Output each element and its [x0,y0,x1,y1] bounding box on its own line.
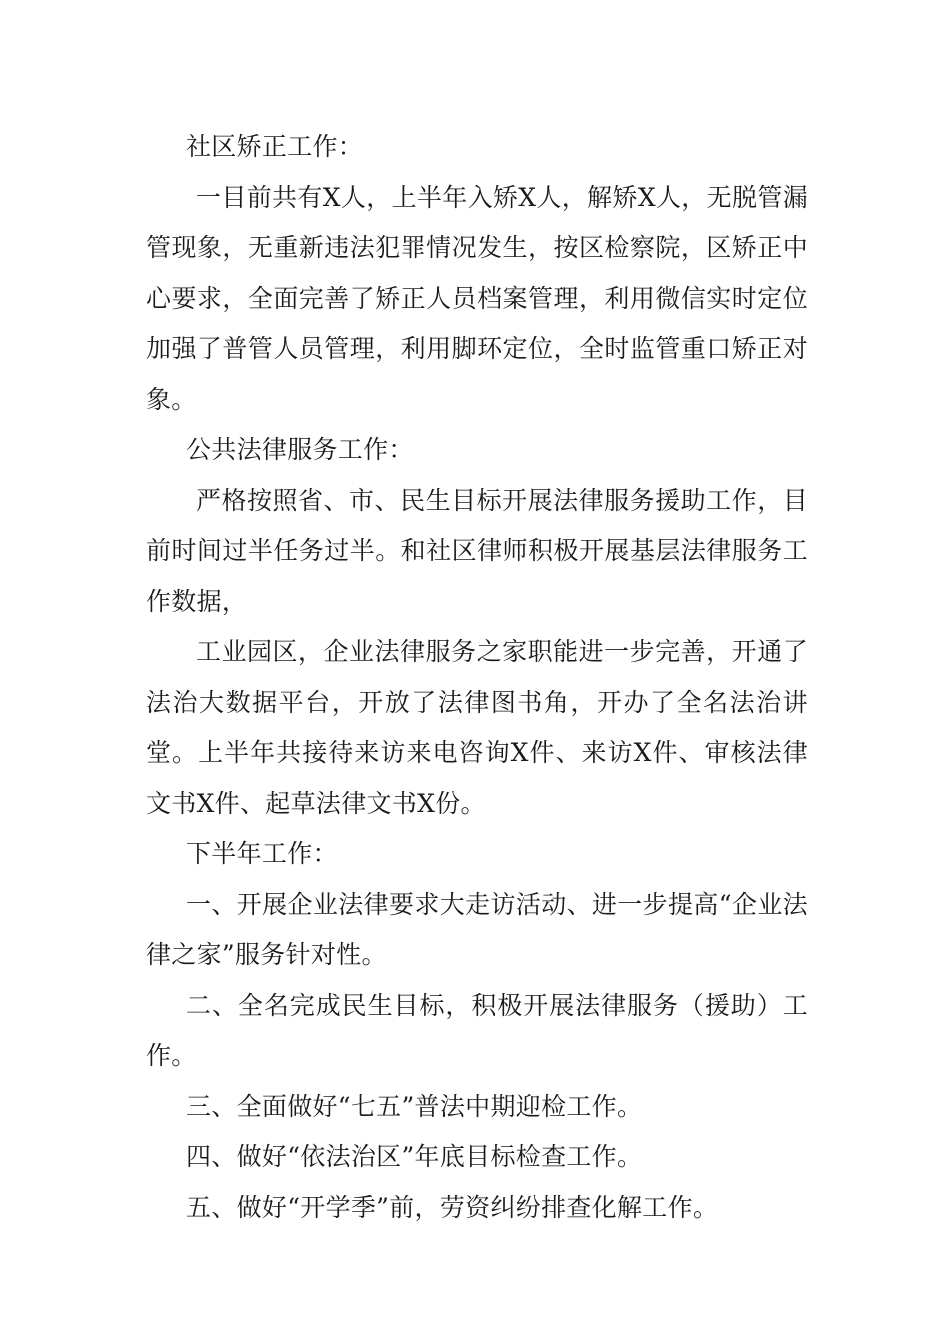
list-item-5: 五、做好“开学季”前，劳资纠纷排查化解工作。 [186,1192,719,1222]
paragraph-industrial-park: 工业园区，企业法律服务之家职能进一步完善，开通了法治大数据平台，开放了法律图书角，开办了全名法治讲堂。上半年共接待来访来电咨询X件、来访X件、审核法律文书X件、起草法律文书X份。 [146,637,808,818]
document-body [146,122,808,1233]
list-item-4: 四、做好“依法治区”年底目标检查工作。 [186,1142,643,1171]
list-item-2: 二、全名完成民生目标，积极开展法律服务（援助）工作。 [146,990,808,1070]
paragraph-community-correction: 一目前共有X人，上半年入矫X人，解矫X人，无脱管漏管现象，无重新违法犯罪情况发生，按区检察院，区矫正中心要求，全面完善了矫正人员档案管理，利用微信实时定位加强了普管人员管理，利用脚环定位，全时监管重口矫正对象。 [146,182,808,414]
heading-community-correction: 社区矫正工作： [186,132,364,161]
list-item-3: 三、全面做好“七五”普法中期迎检工作。 [186,1091,643,1121]
heading-public-legal-service: 公共法律服务工作： [186,435,414,464]
heading-second-half-work: 下半年工作： [186,839,338,868]
paragraph-legal-aid: 严格按照省、市、民生目标开展法律服务援助工作，目前时间过半任务过半。和社区律师积极开展基层法律服务工作数据， [146,485,808,616]
list-item-1: 一、开展企业法律要求大走访活动、进一步提高“企业法律之家”服务针对性。 [146,889,808,969]
